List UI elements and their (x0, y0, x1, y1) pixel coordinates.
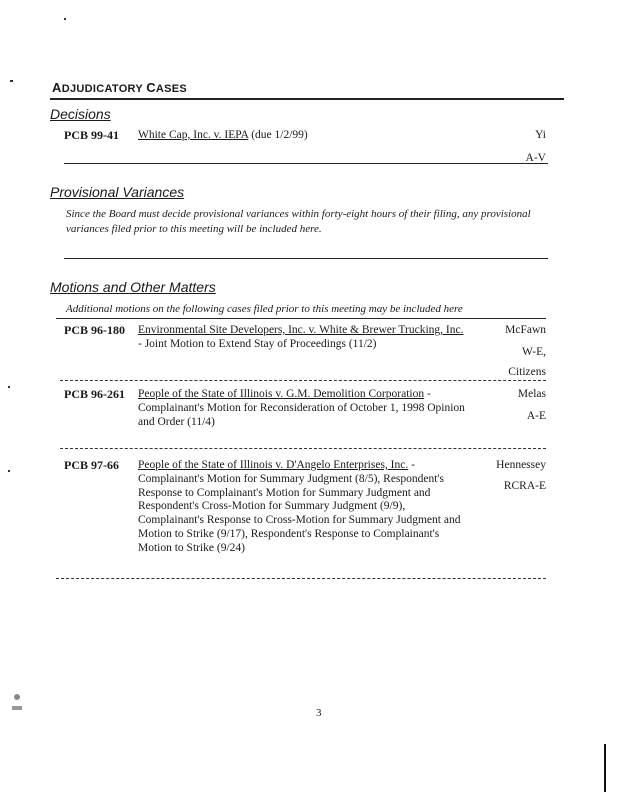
case-number: PCB 96-261 (64, 387, 125, 401)
board-member: Hennessey (496, 459, 546, 471)
scan-speck (8, 470, 10, 472)
page-number: 3 (316, 707, 322, 719)
case-number: PCB 97-66 (64, 458, 119, 472)
case-type: W-E, (522, 346, 546, 358)
scan-speck (64, 18, 66, 20)
case-description (138, 388, 468, 429)
scan-speck (14, 694, 20, 700)
section-rule (50, 98, 564, 100)
row-divider (56, 578, 546, 579)
scan-edge-mark (604, 744, 606, 792)
case-detail: - Complainant's Motion for Summary Judgment (8/5), Respondent's Response to Complainant's Motion for Summary Judgment and Respondent's Cross-Motion for Summary Judgment (9/9), Complainant's Response to Cross-Motion for Summary Judgment and Motion to Strike (9/17), Respondent's Response to Complainant's Motion to Strike (9/24) (138, 459, 461, 554)
case-type: Citizens (508, 366, 546, 378)
case-description (138, 324, 468, 352)
case-title: Environmental Site Developers, Inc. v. White & Brewer Trucking, Inc. (138, 324, 464, 336)
case-number: PCB 99-41 (64, 128, 119, 142)
case-title: People of the State of Illinois v. D'Angelo Enterprises, Inc. (138, 459, 409, 471)
case-detail: (due 1/2/99) (248, 129, 308, 141)
row-divider (56, 318, 546, 319)
motions-note: Additional motions on the following cases filed prior to this meeting may be included here (66, 303, 463, 315)
provisional-note: Since the Board must decide provisional variances within forty-eight hours of their filing, any provisional variances filed prior to this meeting will be included here. (66, 208, 531, 235)
case-title: White Cap, Inc. v. IEPA (138, 129, 249, 141)
scan-speck (8, 386, 10, 388)
row-divider (60, 448, 546, 449)
board-member: Melas (517, 388, 546, 400)
case-type: A-V (525, 152, 546, 164)
decisions-heading: Decisions (50, 106, 111, 122)
case-description (138, 459, 468, 556)
scan-speck (10, 80, 13, 82)
section-heading: ADJUDICATORY CASES (52, 80, 188, 95)
scan-speck (12, 706, 22, 710)
case-type: RCRA-E (503, 480, 546, 492)
case-detail: - Complainant's Motion for Reconsideration of October 1, 1998 Opinion and Order (11/4) (138, 388, 465, 428)
board-member: McFawn (505, 324, 546, 336)
row-divider (60, 380, 546, 381)
case-description (138, 129, 468, 143)
motions-heading: Motions and Other Matters (50, 279, 216, 295)
case-detail: - Joint Motion to Extend Stay of Proceedings (11/2) (138, 337, 377, 350)
case-title: People of the State of Illinois v. G.M. Demolition Corporation (138, 388, 425, 400)
provisional-heading: Provisional Variances (50, 184, 185, 200)
board-member: Yi (535, 129, 546, 141)
case-number: PCB 96-180 (64, 323, 125, 337)
row-divider (64, 163, 548, 164)
row-divider (64, 258, 548, 259)
case-type: A-E (526, 410, 546, 422)
